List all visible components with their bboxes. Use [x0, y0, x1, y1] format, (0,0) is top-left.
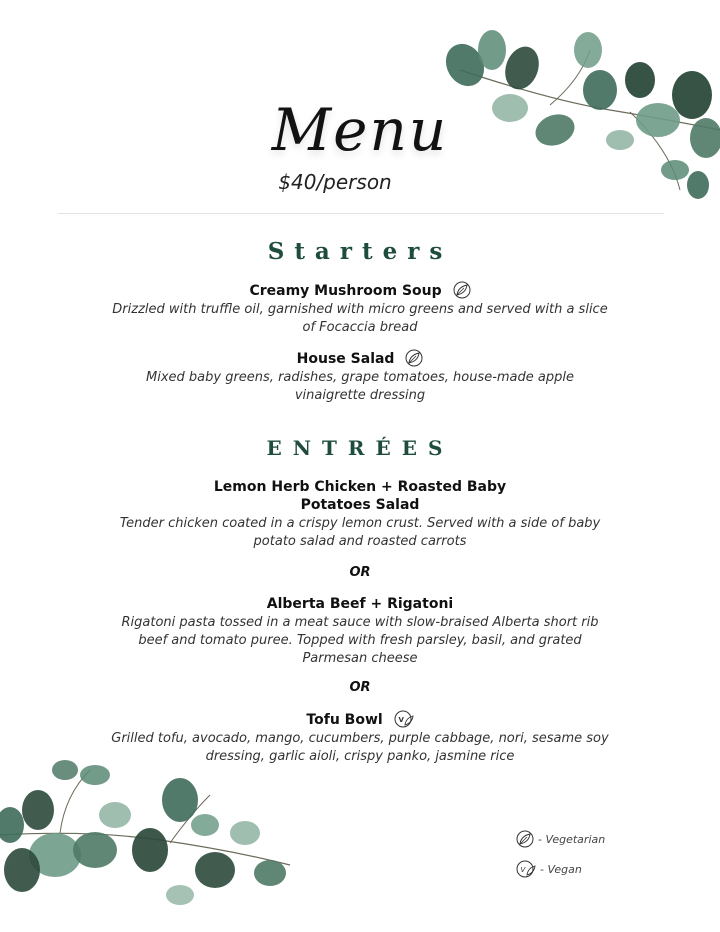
svg-text:V: V	[398, 716, 404, 724]
header-divider	[58, 213, 664, 214]
menu-item-alberta-beef	[110, 595, 610, 668]
item-description: Grilled tofu, avocado, mango, cucumbers, purple cabbage, nori, sesame soy dressing, garlic aioli, crispy panko, jasmine rice	[111, 731, 609, 764]
menu-item-house-salad	[110, 349, 610, 405]
vegetarian-leaf-icon	[516, 830, 534, 848]
item-description: Mixed baby greens, radishes, grape tomatoes, house-made apple vinaigrette dressing	[146, 370, 574, 403]
price-per-person: $40/person	[278, 170, 392, 194]
legend-vegetarian	[516, 830, 636, 848]
item-description: Drizzled with truffle oil, garnished with micro greens and served with a slice of Focaccia bread	[112, 302, 608, 335]
item-name: Alberta Beef + Rigatoni	[266, 596, 454, 612]
item-name: House Salad	[296, 351, 395, 367]
eucalyptus-branch-top-decoration	[430, 20, 720, 210]
eucalyptus-branch-bottom-decoration	[0, 755, 300, 920]
menu-item-mushroom-soup	[110, 281, 610, 337]
starters-heading: Starters	[267, 238, 453, 265]
vegetarian-leaf-icon	[405, 349, 423, 367]
item-description: Tender chicken coated in a crispy lemon crust. Served with a side of baby potato salad and roasted carrots	[119, 516, 601, 549]
vegan-icon	[516, 860, 536, 878]
item-name: Tofu Bowl	[306, 712, 383, 728]
item-name: Creamy Mushroom Soup	[249, 283, 442, 299]
entrees-heading: ENTRÉES	[266, 436, 454, 460]
menu-item-lemon-herb-chicken-description-block	[110, 514, 610, 551]
legend-vegetarian-label: - Vegetarian	[538, 833, 606, 846]
item-description: Rigatoni pasta tossed in a meat sauce with slow-braised Alberta short rib beef and tomato puree. Topped with fresh parsley, basil, and grated Parmesan cheese	[121, 615, 599, 666]
menu-title: Menu	[271, 96, 449, 164]
legend-vegan-label: - Vegan	[540, 863, 582, 876]
item-name: Lemon Herb Chicken + Roasted Baby Potatoes Salad	[213, 479, 507, 513]
vegan-icon	[394, 710, 414, 728]
or-separator: OR	[349, 565, 371, 580]
legend-vegan	[516, 860, 636, 878]
menu-item-lemon-herb-chicken	[210, 478, 510, 514]
svg-text:V: V	[520, 866, 526, 874]
vegetarian-leaf-icon	[453, 281, 471, 299]
or-separator: OR	[349, 680, 371, 695]
